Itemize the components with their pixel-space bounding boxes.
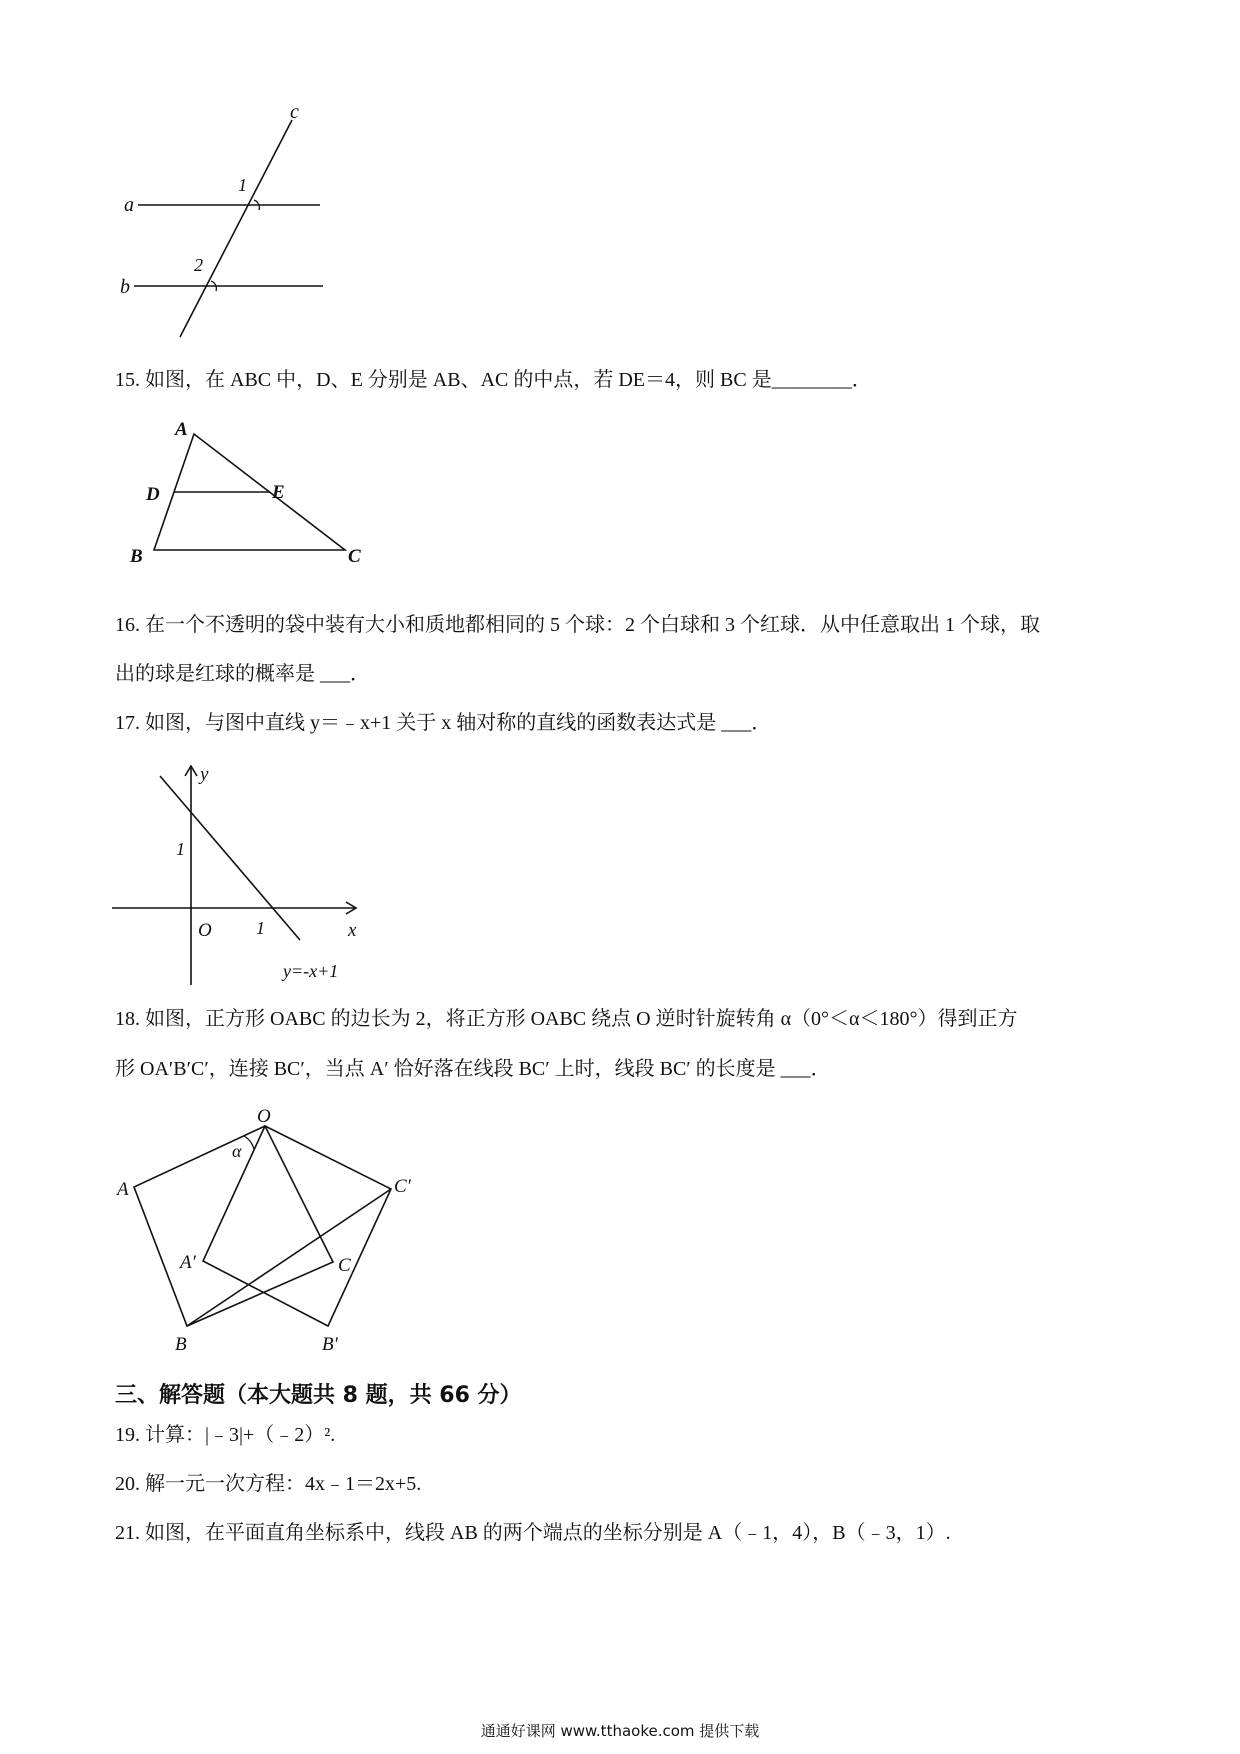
question-18-line1: 18. 如图，正方形 OABC 的边长为 2，将正方形 OABC 绕点 O 逆时针旋转角 α（0°＜α＜180°）得到正方 — [115, 1008, 1018, 1030]
label-a: a — [124, 194, 134, 216]
label-b: b — [120, 276, 130, 298]
page-footer: 通通好课网 www.tthaoke.com 提供下载 — [480, 1722, 760, 1740]
alpha-arc — [244, 1136, 254, 1149]
label-y-axis: y — [200, 764, 209, 785]
label-A-prime: A′ — [180, 1252, 196, 1273]
figure-rotated-squares — [110, 1105, 440, 1355]
question-15: 15. 如图，在 ABC 中，D、E 分别是 AB、AC 的中点，若 DE＝4，则 BC 是________． — [115, 369, 872, 391]
question-17: 17. 如图，与图中直线 y＝﹣x+1 关于 x 轴对称的直线的函数表达式是 ___． — [115, 712, 772, 734]
figure-parallel-lines — [110, 100, 350, 340]
question-18-line2: 形 OA′B′C′，连接 BC′，当点 A′ 恰好落在线段 BC′ 上时，线段 BC′ 的长度是 ___． — [115, 1058, 831, 1080]
figure-coordinate-line — [110, 755, 380, 995]
label-B: B — [130, 546, 143, 567]
label-line-equation: y=-x+1 — [283, 961, 339, 981]
label-B-prime: B′ — [322, 1334, 338, 1355]
question-16-line2: 出的球是红球的概率是 ___． — [115, 663, 370, 685]
label-alpha: α — [232, 1141, 242, 1161]
label-B: B — [175, 1334, 187, 1355]
label-origin: O — [198, 920, 212, 941]
label-x-axis: x — [348, 920, 357, 941]
question-16-line1: 16. 在一个不透明的袋中装有大小和质地都相同的 5 个球：2 个白球和 3 个红球．从中任意取出 1 个球，取 — [115, 614, 1040, 636]
label-O: O — [257, 1106, 271, 1127]
label-E: E — [272, 482, 285, 503]
label-2: 2 — [194, 255, 203, 275]
label-C: C — [348, 546, 361, 567]
label-D: D — [146, 484, 160, 505]
question-20: 20. 解一元一次方程：4x﹣1＝2x+5. — [115, 1473, 422, 1495]
question-21: 21. 如图，在平面直角坐标系中，线段 AB 的两个端点的坐标分别是 A（﹣1，4），B（﹣3，1）. — [115, 1522, 951, 1544]
label-C-prime: C′ — [394, 1176, 411, 1197]
label-x-tick-1: 1 — [256, 918, 265, 938]
line-c — [180, 120, 292, 337]
figure-triangle-abc — [120, 420, 380, 570]
label-A: A — [175, 420, 188, 440]
label-C: C — [338, 1255, 351, 1276]
label-y-tick-1: 1 — [176, 839, 185, 859]
section-3-heading: 三、解答题（本大题共 8 题，共 66 分） — [115, 1383, 522, 1408]
question-19: 19. 计算：|﹣3|+（﹣2）². — [115, 1424, 336, 1446]
label-A: A — [117, 1179, 129, 1200]
label-1: 1 — [238, 175, 247, 195]
label-c: c — [290, 101, 299, 123]
